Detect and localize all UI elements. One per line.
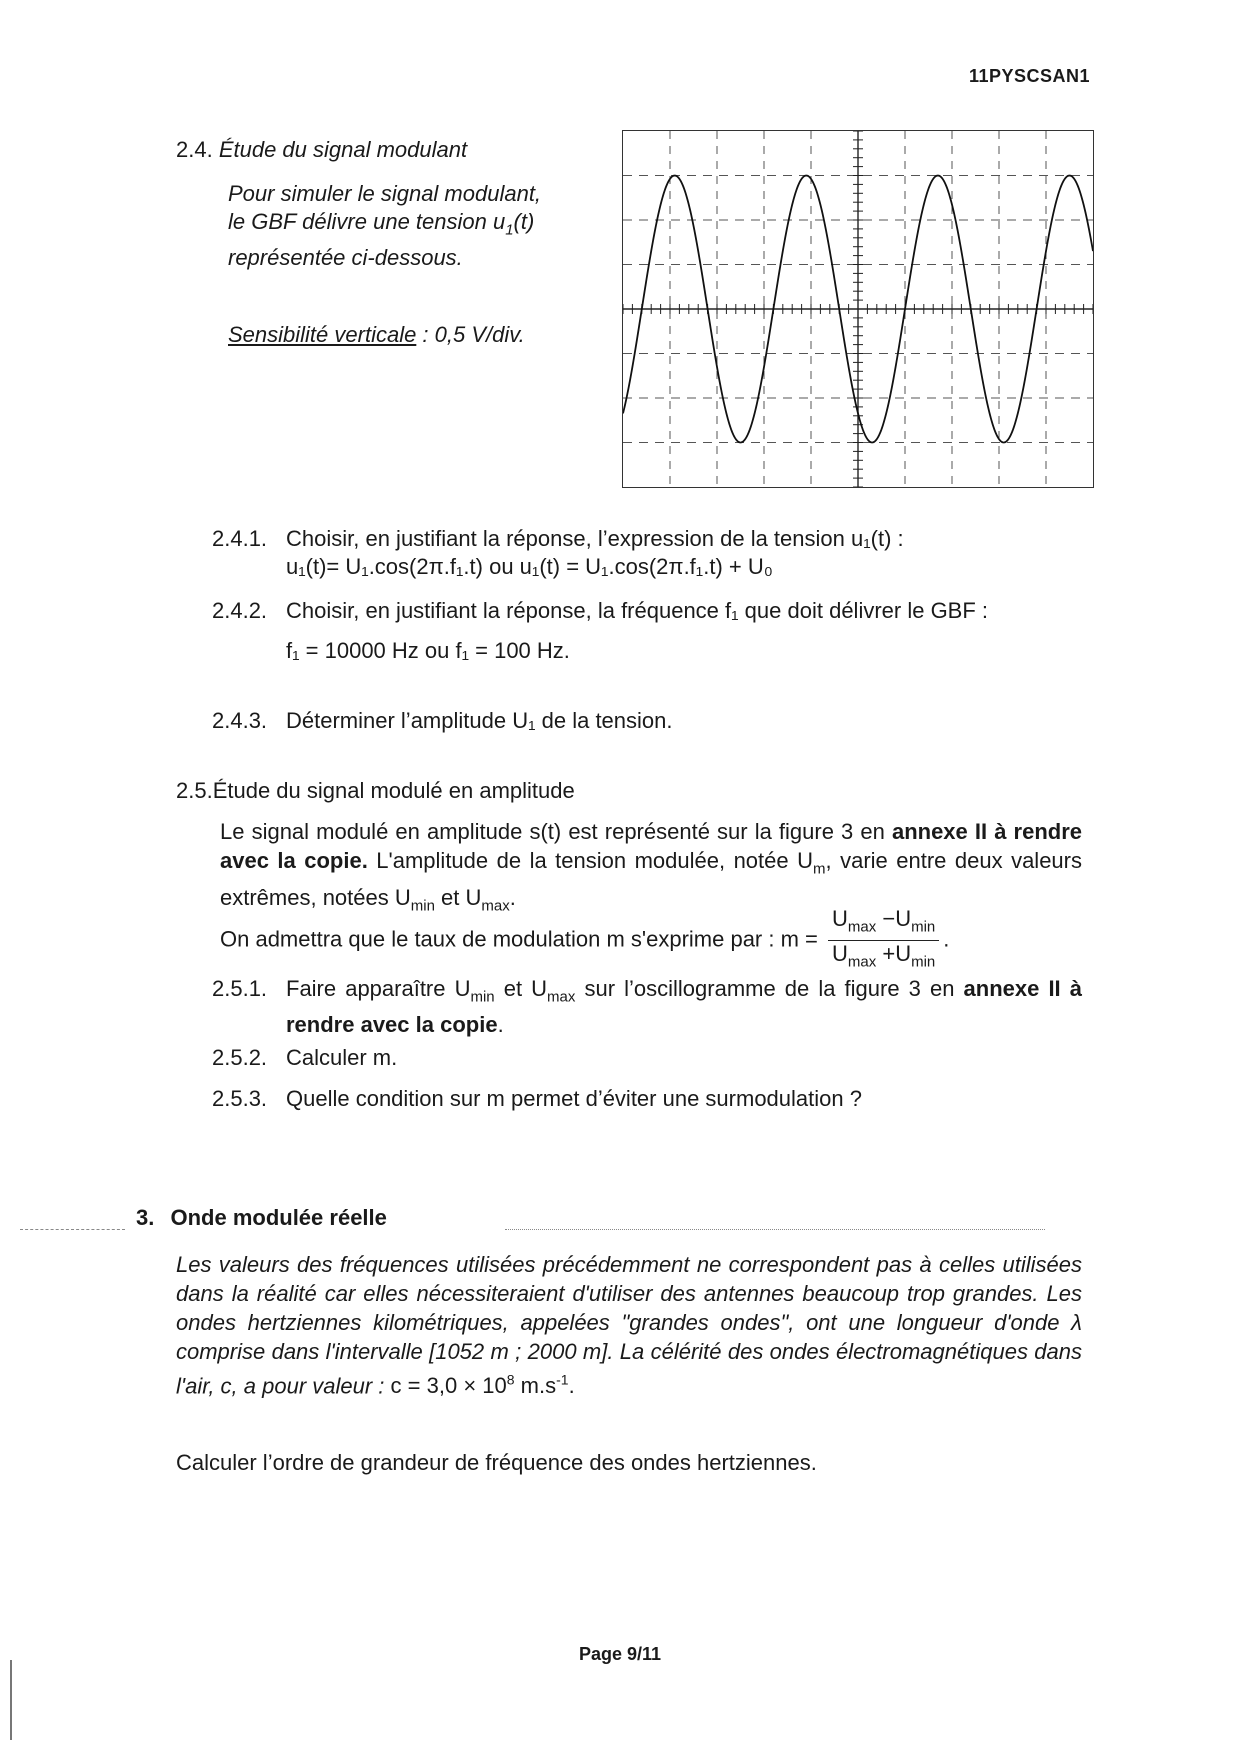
oscillogram-graphic [623, 131, 1093, 487]
question-number: 2.5.3. [212, 1086, 268, 1111]
question-text: Calculer m. [286, 1045, 398, 1070]
modulation-formula: On admettra que le taux de modulation m s'exprime par : m = $\frac{U_{max} -U_{min}}{U_{max} +U_{min}}$ . [220, 906, 949, 976]
section-2-5-heading [176, 778, 575, 804]
question-line-2: u₁(t)= U₁.cos(2π.f₁.t) ou u₁(t) = U₁.cos(2π.f₁.t) + U₀ [286, 554, 773, 579]
section-2-4-heading [176, 137, 467, 163]
section-2-5-paragraph: Le signal modulé en amplitude s(t) est représenté sur la figure 3 en annexe II à rendre avec la copie. L'amplitude de la tension modulée, notée $U_m$, varie entre deux valeurs extrêmes, notées $U_{min}$ et $U_{max}$. [220, 819, 1082, 915]
sensitivity-label: Sensibilité verticale [228, 322, 417, 347]
section-3-heading [136, 1205, 387, 1231]
section-number: 2.5. [176, 778, 213, 803]
modulation-fraction: $\frac{U_{max} -U_{min}}{U_{max} +U_{min}}$ [828, 906, 939, 976]
intro-line-1: Pour simuler le signal modulant, [228, 181, 542, 206]
question-line-1: Choisir, en justifiant la réponse, l’expression de la tension u₁(t) : [286, 526, 904, 551]
sensitivity-value: : 0,5 V/div. [416, 322, 525, 347]
section-number: 2.4. [176, 137, 213, 162]
question-2-5-3 [212, 1085, 1082, 1113]
question-number: 2.4.2. [212, 598, 268, 623]
page-number: Page 9/11 [578, 1644, 662, 1664]
formula-text: On admettra que le taux de modulation m s'exprime par : m = [220, 926, 824, 952]
intro-line-3: représentée ci-dessous. [228, 245, 463, 271]
section-3-question: Calculer l’ordre de grandeur de fréquence des ondes hertziennes. [176, 1450, 817, 1475]
section-title: Étude du signal modulant [218, 137, 468, 162]
section-title: Onde modulée réelle [170, 1205, 387, 1230]
question-line-2: f₁ = 10000 Hz ou f₁ = 100 Hz. [286, 638, 570, 663]
section-2-4-intro [228, 180, 598, 272]
question-2-5-2 [212, 1044, 1082, 1072]
question-number: 2.5.2. [212, 1045, 268, 1070]
question-2-4-1 [212, 525, 1082, 579]
intro-line-2: le GBF délivre une tension $u_1(t)$ [228, 209, 535, 239]
scan-dash-left [20, 1229, 125, 1230]
question-line-1: Choisir, en justifiant la réponse, la fréquence f₁ que doit délivrer le GBF : [286, 598, 989, 623]
question-2-5-1 [212, 975, 1082, 1038]
question-text: Faire apparaître $U_{min}$ et $U_{max}$ sur l’oscillogramme de la figure 3 en annexe II à rendre avec la copie. [286, 976, 1082, 1038]
paragraph-text: Les valeurs des fréquences utilisées précédemment ne correspondent pas à celles utilisées dans la réalité car elles nécessiteraient d'utiliser des antennes beaucoup trop grandes. Les ondes hertziennes kilométriques, appelées "grandes ondes", ont une longueur d'onde λ comprise dans l'intervalle [1052 m ; 2000 m]. La célérité des ondes électromagnétiques dans l'air, c, a pour valeur : [176, 1252, 1082, 1399]
section-3-paragraph [176, 1250, 1082, 1400]
section-title: Étude du signal modulé en amplitude [212, 778, 575, 803]
oscillogram [622, 130, 1094, 488]
section-number: 3. [136, 1205, 155, 1230]
scan-dash-right [505, 1229, 1045, 1230]
celerity-value: $c = 3,0 \times 10^8$ $m.s^{-1}$. [390, 1372, 575, 1399]
question-number: 2.5.1. [212, 976, 268, 1001]
question-number: 2.4.3. [212, 708, 268, 733]
question-2-4-2 [212, 597, 1082, 663]
question-text: Déterminer l’amplitude U₁ de la tension. [286, 708, 673, 733]
scan-margin-line [10, 1660, 12, 1740]
vertical-sensitivity [228, 322, 525, 348]
document-code: 11PYSCSAN1 [968, 66, 1090, 86]
question-2-4-3 [212, 707, 1082, 735]
question-number: 2.4.1. [212, 526, 268, 551]
question-text: Quelle condition sur m permet d’éviter une surmodulation ? [286, 1086, 862, 1111]
